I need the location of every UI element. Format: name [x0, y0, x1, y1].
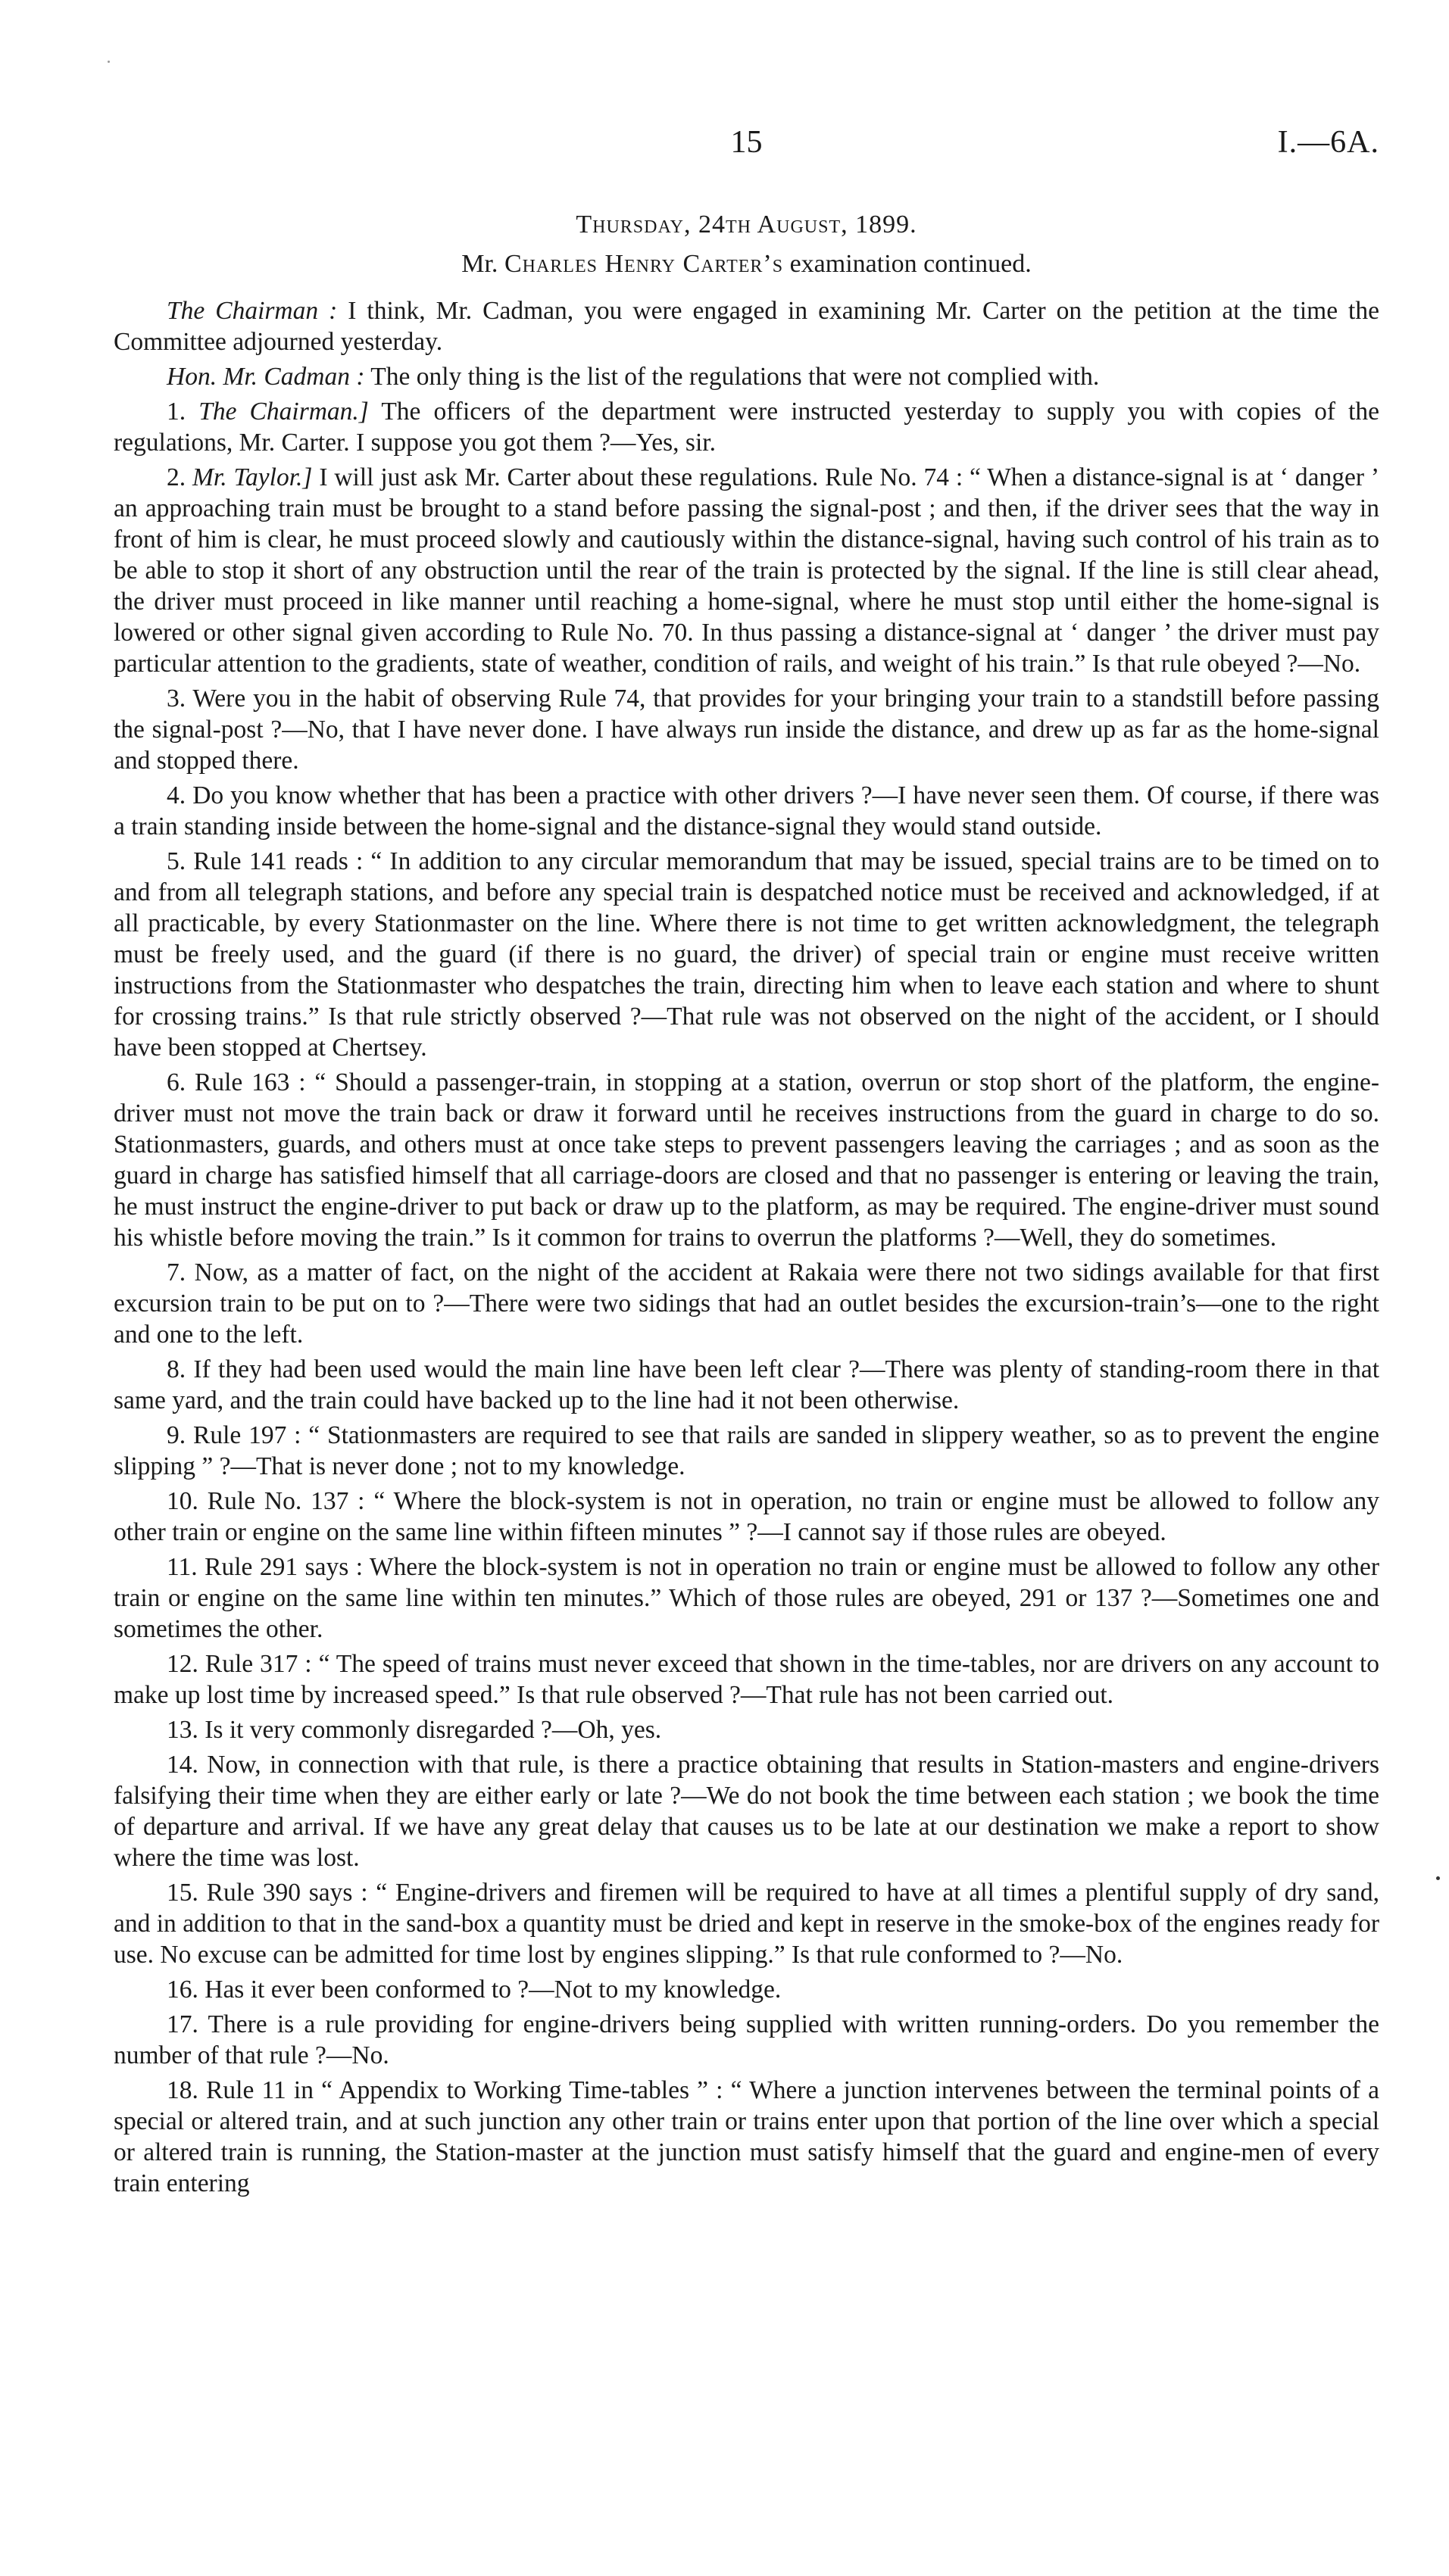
paragraph-text: Has it ever been conformed to ?—Not to my knowledge. — [205, 1976, 782, 2004]
speaker-name: Hon. Mr. Cadman : — [167, 363, 365, 391]
transcript-paragraph — [114, 1486, 1379, 1548]
question-number: 3. — [167, 685, 186, 713]
question-number: 13. — [167, 1716, 198, 1744]
paragraph-text: Rule 197 : “ Stationmasters are required to see that rails are sanded in slippery weather, so as to prevent the engine slipping ” ?—That is never done ; not to my knowledge. — [114, 1421, 1379, 1480]
paragraph-text: I think, Mr. Cadman, you were engaged in examining Mr. Carter on the petition at the time the Committee adjourned yesterday. — [114, 297, 1379, 356]
speaker-name: The Chairman.] — [198, 398, 369, 426]
page-header — [114, 114, 1379, 174]
paragraph-text: Rule No. 137 : “ Where the block-system is not in operation, no train or engine must be allowed to follow any other train or engine on the same line within fifteen minutes ” ?—I cannot say if those rules are obeyed. — [114, 1487, 1380, 1546]
margin-mark — [1436, 1876, 1440, 1880]
question-number: 2. — [167, 463, 186, 491]
date-heading: Thursday, 24th August, 1899. — [576, 211, 917, 239]
paragraph-text: The officers of the department were instructed yesterday to supply you with copies of the regulations, Mr. Carter. I suppose you got them ?—Yes, sir. — [114, 398, 1380, 457]
paragraph-text: Were you in the habit of observing Rule 74, that provides for your bringing your train to a standstill before passing the signal-post ?—No, that I have never done. I have always run inside the distance, and drew up as far as the home-signal and stopped there. — [114, 685, 1379, 775]
transcript-paragraph — [114, 2009, 1379, 2071]
transcript-paragraph — [114, 2075, 1379, 2199]
witness-name: Charles Henry Carter’s — [504, 250, 784, 278]
question-number: 11. — [167, 1553, 198, 1581]
paragraph-text: Rule 291 says : Where the block-system is not in operation no train or engine must be allowed to follow any other train or engine on the same line within ten minutes.” Which of those rules are obeyed, 291 or 137 ?—Sometimes one and sometimes the other. — [114, 1553, 1379, 1643]
transcript-paragraph — [114, 780, 1379, 842]
page-number: 15 — [730, 125, 763, 160]
transcript-paragraph — [114, 1749, 1379, 1873]
transcript-paragraph — [114, 1257, 1379, 1350]
examination-heading — [114, 250, 1379, 279]
question-number: 12. — [167, 1650, 198, 1678]
paragraph-text: Is it very commonly disregarded ?—Oh, yes. — [205, 1716, 662, 1744]
transcript-paragraph — [114, 396, 1379, 458]
transcript-paragraph — [114, 1067, 1379, 1253]
paragraph-text: Rule 141 reads : “ In addition to any circular memorandum that may be issued, special trains are to be timed on to and from all telegraph stations, and before any special train is despatched notice must be received and acknowledged, if at all practicable, by every Stationmaster on the line. Where there is not time to get written acknowledgment, the telegraph must be freely used, and the guard (if there is no guard, the driver) of special train or engine must receive written instructions from the Stationmaster who despatches the train, directing him when to leave each station and where to shunt for crossing trains.” Is that rule strictly observed ?—That rule was not observed on the night of the accident, or I should have been stopped at Chertsey. — [114, 847, 1379, 1062]
question-number: 4. — [167, 781, 186, 809]
transcript-paragraph — [114, 1877, 1379, 1970]
question-number: 17. — [167, 2010, 198, 2038]
question-number: 15. — [167, 1879, 198, 1907]
question-number: 14. — [167, 1751, 198, 1779]
paragraph-text: Now, in connection with that rule, is there a practice obtaining that results in Station-masters and engine-drivers falsifying their time when they are either early or late ?—We do not book the time between each station ; we book the time of departure and arrival. If we have any great delay that causes us to be late at our destination we make a report to show where the time was lost. — [114, 1751, 1379, 1872]
transcript-paragraph — [114, 1420, 1379, 1482]
paragraph-text: If they had been used would the main line have been left clear ?—There was plenty of standing-room there in that same yard, and the train could have backed up to the line had it not been otherwise. — [114, 1355, 1379, 1414]
paragraph-text: Now, as a matter of fact, on the night of the accident at Rakaia were there not two sidings available for that first excursion train to be put on to ?—There were two sidings that had an outlet besides the excursion-train’s—one to the right and one to the left. — [114, 1258, 1380, 1349]
transcript-paragraph — [114, 1552, 1379, 1645]
transcript-paragraph — [114, 1648, 1379, 1711]
transcript-paragraph — [114, 683, 1379, 776]
question-number: 10. — [167, 1487, 198, 1515]
transcript-paragraph — [114, 295, 1379, 357]
paragraph-text: Rule 317 : “ The speed of trains must never exceed that shown in the time-tables, nor are drivers on any account to make up lost time by increased speed.” Is that rule observed ?—That rule has not been carried out. — [114, 1650, 1379, 1709]
transcript-paragraph — [114, 1714, 1379, 1745]
question-number: 9. — [167, 1421, 186, 1449]
question-number: 5. — [167, 847, 186, 875]
transcript-paragraph — [114, 361, 1379, 392]
paragraph-text: Rule 163 : “ Should a passenger-train, in stopping at a station, overrun or stop short of the platform, the engine-driver must not move the train back or draw it forward until he receives instructions from the guard in charge to do so. Stationmasters, guards, and others must at once take steps to prevent passengers leaving the carriages ; and as soon as the guard in charge has satisfied himself that all carriage-doors are closed and that no passenger is entering or leaving the train, he must instruct the engine-driver to put back or draw up to the platform, as may be required. The engine-driver must sound his whistle before moving the train.” Is it common for trains to overrun the platforms ?—Well, they do sometimes. — [114, 1068, 1379, 1252]
document-reference: I.—6A. — [1277, 125, 1379, 160]
question-number: 18. — [167, 2076, 198, 2104]
question-number: 8. — [167, 1355, 186, 1383]
speaker-name: Mr. Taylor.] — [192, 463, 313, 491]
scan-speck — [108, 61, 110, 63]
speaker-name: The Chairman : — [167, 297, 338, 325]
paragraph-text: Rule 390 says : “ Engine-drivers and firemen will be required to have at all times a plentiful supply of dry sand, and in addition to that in the sand-box a quantity must be dried and kept in reserve in the smoke-box of the engines ready for use. No excuse can be admitted for time lost by engines slipping.” Is that rule conformed to ?—No. — [114, 1879, 1379, 1969]
transcript-paragraph — [114, 1974, 1379, 2005]
paragraph-text: I will just ask Mr. Carter about these regulations. Rule No. 74 : “ When a distance-signal is at ‘ danger ’ an approaching train must be brought to a stand before passing the signal-post ; and then, if the driver sees that the way in front of him is clear, he must proceed slowly and cautiously within the distance-signal, having such control of his train as to be able to stop it short of any obstruction until the rear of the train is protected by the signal. If the line is still clear ahead, the driver must proceed in like manner until reaching a home-signal, where he must stop until either the home-signal is lowered or other signal given according to Rule No. 70. In thus passing a distance-signal at ‘ danger ’ the driver must pay particular attention to the gradients, state of weather, condition of rails, and weight of his train.” Is that rule obeyed ?—No. — [114, 463, 1379, 678]
paragraph-text: Rule 11 in “ Appendix to Working Time-tables ” : “ Where a junction intervenes between the terminal points of a special or altered train, and at such junction any other train or trains enter upon that portion of the line over which a special or altered train is running, the Station-master at the junction must satisfy himself that the guard and engine-men of every train entering — [114, 2076, 1379, 2197]
examination-heading-prefix: Mr. — [461, 250, 504, 278]
transcript-body — [114, 295, 1379, 2199]
question-number: 6. — [167, 1068, 186, 1096]
question-number: 1. — [167, 398, 186, 426]
question-number: 16. — [167, 1976, 198, 2004]
transcript-paragraph — [114, 846, 1379, 1063]
paragraph-text: The only thing is the list of the regulations that were not complied with. — [364, 363, 1100, 391]
paragraph-text: There is a rule providing for engine-drivers being supplied with written running-orders. Do you remember the number of that rule ?—No. — [114, 2010, 1379, 2069]
paragraph-text: Do you know whether that has been a practice with other drivers ?—I have never seen them. Of course, if there was a train standing inside between the home-signal and the distance-signal they would stand outside. — [114, 781, 1380, 840]
question-number: 7. — [167, 1258, 186, 1286]
examination-heading-suffix: examination continued. — [783, 250, 1032, 278]
transcript-paragraph — [114, 1354, 1379, 1416]
transcript-paragraph — [114, 462, 1379, 679]
